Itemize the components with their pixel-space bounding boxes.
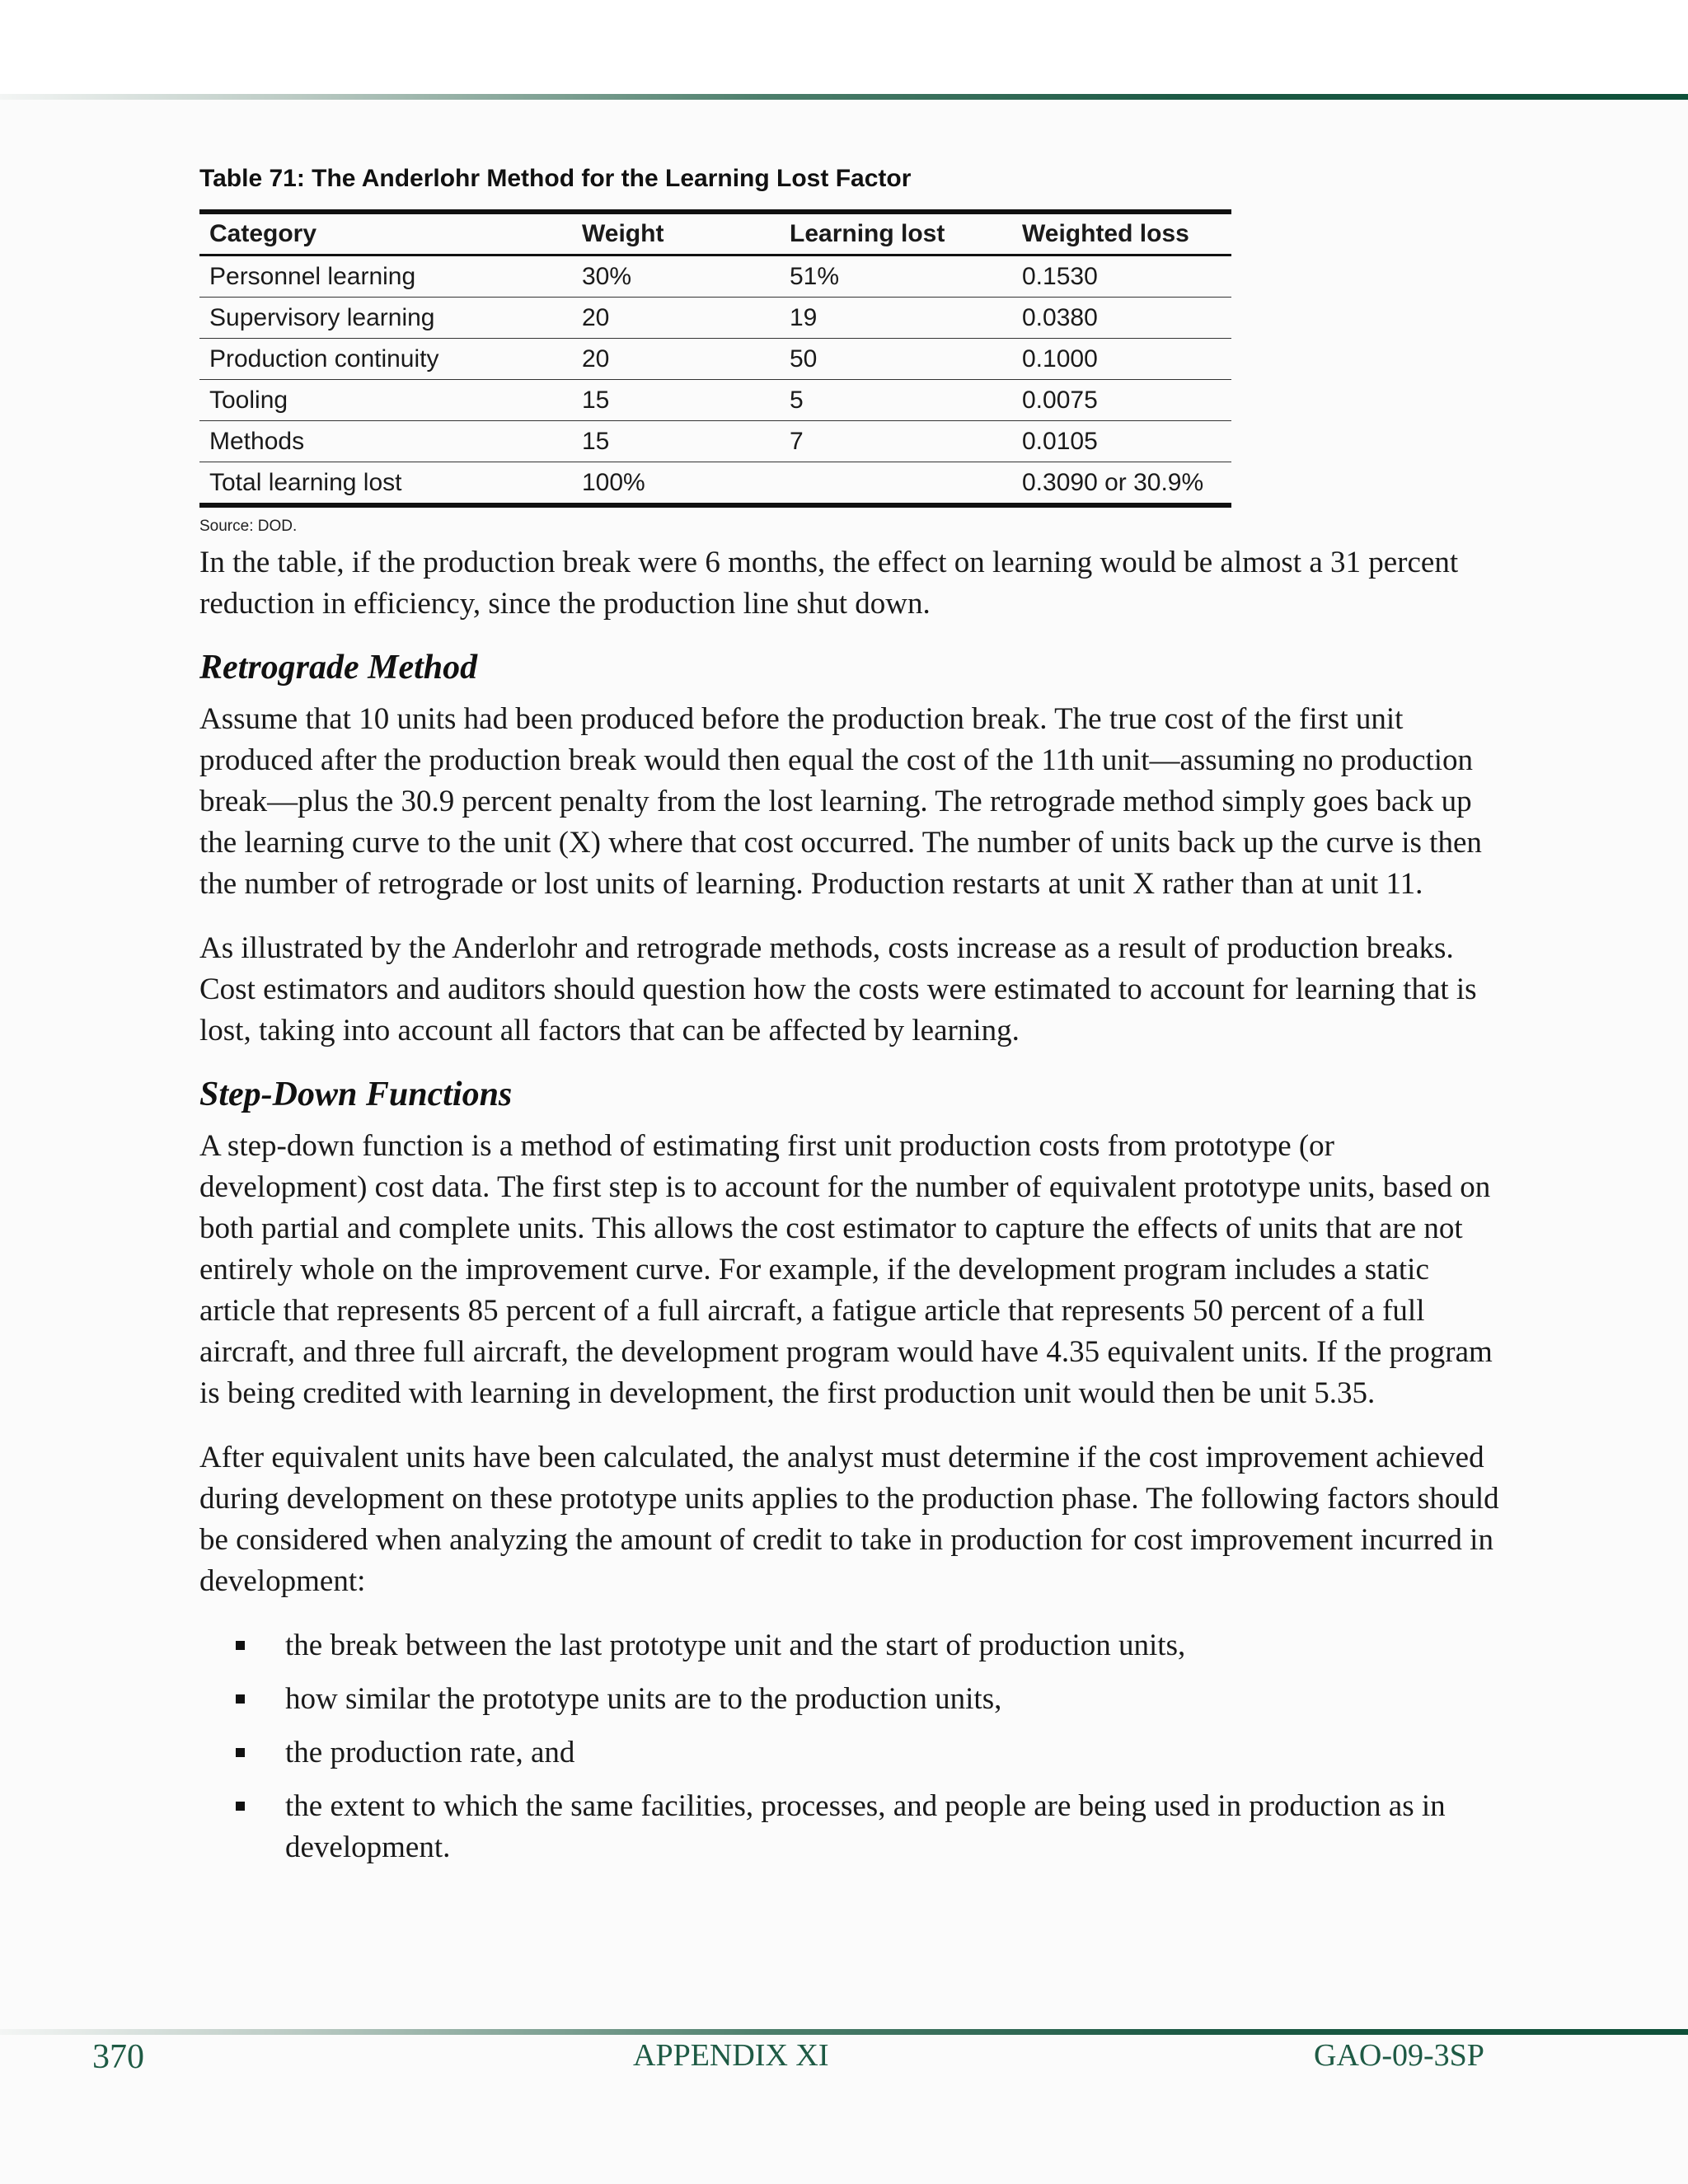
table-header-row bbox=[199, 212, 1231, 255]
square-bullet-icon bbox=[236, 1694, 245, 1704]
table-total-row bbox=[199, 462, 1231, 506]
factor-list bbox=[199, 1625, 1502, 1868]
table-cell: 51% bbox=[780, 255, 1012, 298]
retrograde-paragraph-1: Assume that 10 units had been produced before the production break. The true cost of the first unit produced after the production break would then equal the cost of the 11th unit—assuming no production break—plus the 30.9 percent penalty from the lost learning. The retrograde method simply goes back up the learning curve to the unit (X) where that cost occurred. The number of units back up the curve is then the number of retrograde or lost units of learning. Production restarts at unit X rather than at unit 11. bbox=[199, 702, 1482, 901]
list-item bbox=[199, 1625, 1502, 1666]
table-cell bbox=[780, 462, 1012, 506]
page-content bbox=[199, 165, 1502, 1881]
page-number: 370 bbox=[92, 2038, 144, 2076]
footer-document-id: GAO-09-3SP bbox=[1314, 2038, 1484, 2073]
table-row bbox=[199, 255, 1231, 298]
square-bullet-icon bbox=[236, 1802, 245, 1811]
list-item-text: the production rate, and bbox=[285, 1736, 575, 1769]
table-cell: Tooling bbox=[199, 380, 572, 421]
table-cell: Production continuity bbox=[199, 339, 572, 380]
stepdown-heading: Step-Down Functions bbox=[199, 1076, 513, 1113]
stepdown-paragraph-1: A step-down function is a method of estimating first unit production costs from prototype (or development) cost data. The first step is to account for the number of equivalent prototype units, based on both partial and complete units. This allows the cost estimator to capture the effects of units that are not entirely whole on the improvement curve. For example, if the development program includes a static article that represents 85 percent of a full aircraft, a fatigue article that represents 50 percent of a full aircraft, and three full aircraft, the development program would have 4.35 equivalent units. If the program is being credited with learning in development, the first production unit would then be unit 5.35. bbox=[199, 1129, 1493, 1410]
retrograde-paragraph-2: As illustrated by the Anderlohr and retrograde methods, costs increase as a result of production breaks. Cost estimators and auditors should question how the costs were estimated to account for learning that is lost, taking into account all factors that can be affected by learning. bbox=[199, 931, 1477, 1047]
page-header-band bbox=[0, 0, 1688, 97]
table-cell: 100% bbox=[582, 468, 645, 496]
table-cell: Supervisory learning bbox=[199, 298, 572, 339]
table-cell: 0.3090 or 30.9% bbox=[1022, 468, 1204, 496]
table-cell: 30% bbox=[572, 255, 780, 298]
column-header: Category bbox=[199, 212, 572, 255]
table-cell: 15 bbox=[572, 421, 780, 462]
table-row bbox=[199, 298, 1231, 339]
column-header: Weight bbox=[572, 212, 780, 255]
table-row bbox=[199, 380, 1231, 421]
table-cell: 19 bbox=[780, 298, 1012, 339]
list-item bbox=[199, 1679, 1502, 1720]
table-cell: 20 bbox=[572, 339, 780, 380]
stepdown-paragraph-2: After equivalent units have been calculated, the analyst must determine if the cost improvement achieved during development on these prototype units applies to the production phase. The following factors should be considered when analyzing the amount of credit to take in production for cost improvement incurred in development: bbox=[199, 1441, 1499, 1598]
header-rule bbox=[0, 94, 1688, 100]
table-cell: Personnel learning bbox=[199, 255, 572, 298]
column-header: Weighted loss bbox=[1012, 212, 1231, 255]
table-cell: 0.0075 bbox=[1012, 380, 1231, 421]
table-row bbox=[199, 421, 1231, 462]
footer-section-label: APPENDIX XI bbox=[633, 2038, 829, 2073]
table-cell: 20 bbox=[572, 298, 780, 339]
table-source: Source: DOD. bbox=[199, 518, 298, 535]
list-item-text: the break between the last prototype unit and the start of production units, bbox=[285, 1629, 1186, 1662]
intro-paragraph: In the table, if the production break were 6 months, the effect on learning would be almost a 31 percent reduction in efficiency, since the production line shut down. bbox=[199, 546, 1459, 621]
table-cell: 0.0105 bbox=[1012, 421, 1231, 462]
list-item-text: the extent to which the same facilities, processes, and people are being used in production as in development. bbox=[285, 1789, 1446, 1864]
table-row bbox=[199, 339, 1231, 380]
table-title: Table 71: The Anderlohr Method for the Learning Lost Factor bbox=[199, 165, 912, 192]
table-cell: 0.0380 bbox=[1012, 298, 1231, 339]
table-cell: 0.1530 bbox=[1012, 255, 1231, 298]
square-bullet-icon bbox=[236, 1641, 245, 1650]
list-item bbox=[199, 1786, 1502, 1868]
table-cell: 15 bbox=[572, 380, 780, 421]
table-cell: 5 bbox=[780, 380, 1012, 421]
column-header: Learning lost bbox=[780, 212, 1012, 255]
learning-lost-table bbox=[199, 209, 1231, 508]
table-cell: Methods bbox=[199, 421, 572, 462]
retrograde-heading: Retrograde Method bbox=[199, 649, 478, 687]
list-item bbox=[199, 1732, 1502, 1774]
table-cell: Total learning lost bbox=[209, 468, 402, 496]
table-cell: 7 bbox=[780, 421, 1012, 462]
table-cell: 50 bbox=[780, 339, 1012, 380]
table-cell: 0.1000 bbox=[1012, 339, 1231, 380]
footer-rule bbox=[0, 2029, 1688, 2035]
list-item-text: how similar the prototype units are to the production units, bbox=[285, 1682, 1002, 1716]
square-bullet-icon bbox=[236, 1748, 245, 1757]
